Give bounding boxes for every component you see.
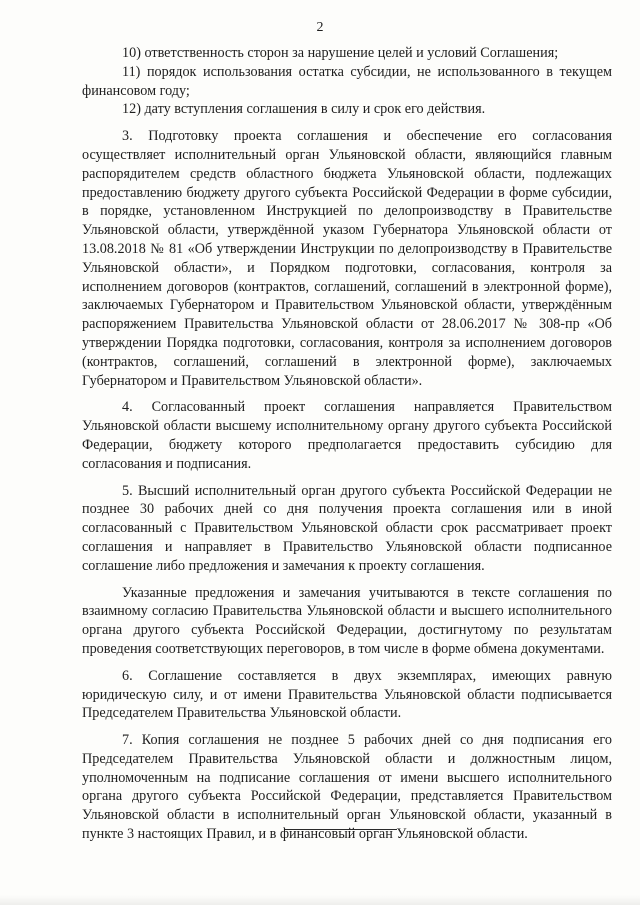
paragraph-item-10: 10) ответственность сторон за нарушение целей и условий Соглашения;: [122, 45, 559, 61]
document-body: [82, 44, 612, 844]
paragraph-section-5-note: Указанные предложения и замечания учитываются в тексте соглашения по взаимному согласию Правительства Ульяновской области и высшего исполнительного органа другого субъекта Российской Федерации, достигнутому по результатам проведения соответствующих переговоров, в том числе в форме обмена документами.: [82, 584, 612, 657]
paragraph-section-6: 6. Соглашение составляется в двух экземплярах, имеющих равную юридическую силу, и от имени Правительства Ульяновской области подписывается Председателем Правительства Ульяновской области.: [82, 667, 612, 722]
closing-rule-line: [285, 829, 397, 830]
page-number: 2: [316, 20, 324, 35]
paragraph-section-5: 5. Высший исполнительный орган другого субъекта Российской Федерации не позднее 30 рабочих дней со дня получения проекта соглашения или в иной согласованный с Правительством Ульяновской области срок рассматривает проект соглашения и направляет в Правительство Ульяновской области подписанное соглашение либо предложения и замечания к проекту соглашения.: [82, 482, 612, 574]
paragraph-item-11: 11) порядок использования остатка субсидии, не использованного в текущем финансовом году;: [82, 63, 612, 99]
paragraph-section-4: 4. Согласованный проект соглашения направляется Правительством Ульяновской области высшему исполнительному органу другого субъекта Российской Федерации, бюджету которого предполагается предоставить субсидию для согласования и подписания.: [82, 399, 612, 472]
paragraph-item-12: 12) дату вступления соглашения в силу и срок его действия.: [122, 101, 486, 118]
paragraph-section-7: 7. Копия соглашения не позднее 5 рабочих дней со дня подписания его Председателем Правительства Ульяновской области и должностным лицом, уполномоченным на подписание соглашения от имени высшего исполнительного органа другого субъекта Российской Федерации, представляется Правительством Ульяновской области в исполнительный орган Ульяновской области, указанный в пункте 3 настоящих Правил, и в финансовый орган Ульяновской области.: [82, 732, 612, 843]
paragraph-section-3: 3. Подготовку проекта соглашения и обеспечение его согласования осуществляет исполнительный орган Ульяновской области, являющийся главным распорядителем средств областного бюджета Ульяновской области, подлежащих предоставлению бюджету другого субъекта Российской Федерации в форме субсидии, в порядке, установленном Инструкцией по делопроизводству в Правительстве Ульяновской области, утверждённой указом Губернатора Ульяновской области от 13.08.2018 № 81 «Об утверждении Инструкции по делопроизводству в Правительстве Ульяновской области», и Порядком подготовки, согласования, контроля за исполнением договоров (контрактов, соглашений, соглашений в электронной форме), заключаемых Губернатором и Правительством Ульяновской области, утверждённым распоряжением Правительства Ульяновской области от 28.06.2017 № 308-пр «Об утверждении Порядка подготовки, согласования, контроля за исполнением договоров (контрактов, соглашений, соглашений в электронной форме), заключаемых Губернатором и Правительством Ульяновской области».: [82, 128, 612, 389]
scan-shadow: [0, 895, 640, 905]
